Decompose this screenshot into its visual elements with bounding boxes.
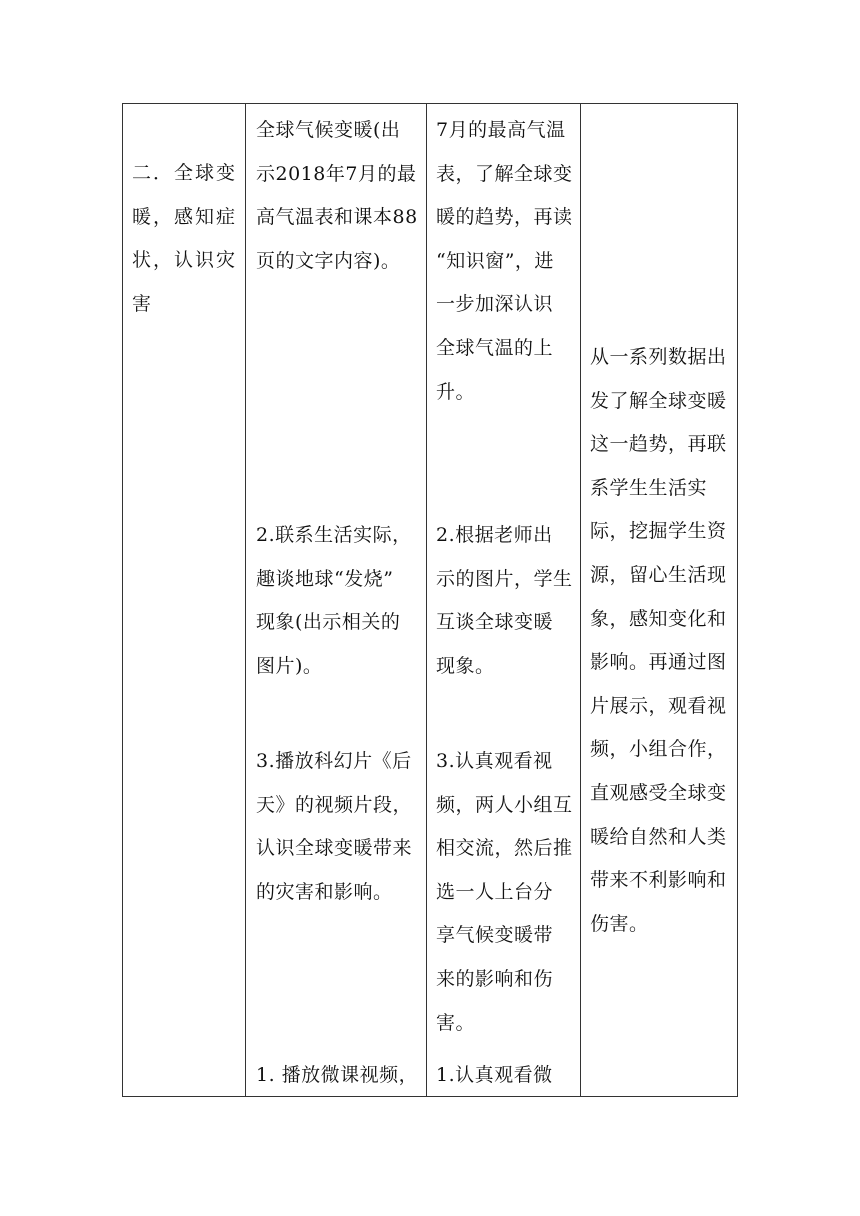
student-activity-block-1 — [436, 109, 573, 414]
text-line: 页的文字内容)。 — [256, 249, 401, 272]
text-line: 示的图片，学生 — [436, 567, 573, 590]
text-line: 示2018年7月的最 — [256, 162, 417, 185]
column-divider — [245, 104, 246, 1096]
text-line: 一步加深认识 — [436, 293, 554, 316]
text-line: 暖的趋势，再读 — [436, 206, 573, 229]
text-line: 选一人上台分 — [436, 880, 554, 903]
text-line: 暖给自然和人类 — [590, 825, 727, 848]
text-line: 趣谈地球“发烧” — [256, 567, 394, 590]
text-line: 片展示，观看视 — [590, 694, 727, 717]
teacher-activity-block-3 — [256, 740, 412, 914]
text-line: 状，认识灾 — [132, 249, 238, 272]
text-line: 害 — [132, 292, 154, 315]
text-line: 伤害。 — [590, 912, 649, 935]
text-line: 源，留心生活现 — [590, 563, 727, 586]
text-line: 系学生生活实 — [590, 476, 708, 499]
design-intent-cell — [590, 336, 727, 946]
text-line: 享气候变暖带 — [436, 924, 554, 947]
text-line: 表，了解全球变 — [436, 162, 573, 185]
teacher-activity-block-2 — [256, 514, 412, 688]
text-line: 1. 播放微课视频， — [256, 1064, 419, 1086]
text-line: 二．全球变 — [132, 162, 238, 184]
teacher-activity-block-4 — [256, 1054, 418, 1098]
text-line: 影响。再通过图 — [590, 651, 727, 674]
text-line: 现象(出示相关的 — [256, 611, 401, 634]
text-line: 象，感知变化和 — [590, 607, 727, 630]
text-line: 2.联系生活实际， — [256, 524, 412, 546]
text-line: 图片)。 — [256, 654, 323, 677]
column-divider — [426, 104, 427, 1096]
text-line: 现象。 — [436, 654, 495, 677]
text-line: 发了解全球变暖 — [590, 389, 727, 412]
text-line: 7月的最高气温 — [436, 119, 566, 141]
text-line: 全球气温的上 — [436, 336, 554, 359]
lesson-plan-table — [122, 103, 738, 1097]
teacher-activity-block-1 — [256, 109, 418, 283]
text-line: 3.认真观看视 — [436, 750, 553, 772]
text-line: 3.播放科幻片《后 — [256, 750, 412, 772]
text-line: 的灾害和影响。 — [256, 880, 393, 903]
text-line: 认识全球变暖带来 — [256, 837, 413, 860]
text-line: 互谈全球变暖 — [436, 611, 554, 634]
text-line: 全球气候变暖(出 — [256, 119, 401, 141]
text-line: 高气温表和课本88 — [256, 206, 418, 229]
text-line: 升。 — [436, 380, 476, 403]
text-line: 1.认真观看微 — [436, 1064, 553, 1086]
section-title-cell — [132, 152, 237, 326]
text-line: 际，挖掘学生资 — [590, 520, 727, 543]
text-line: 天》的视频片段， — [256, 793, 413, 816]
column-divider — [580, 104, 581, 1096]
text-line: 2.根据老师出 — [436, 524, 553, 546]
text-line: 相交流，然后推 — [436, 837, 573, 860]
text-line: 频，两人小组互 — [436, 793, 573, 816]
text-line: 害。 — [436, 1011, 476, 1034]
text-line: 从一系列数据出 — [590, 346, 727, 368]
student-activity-block-4 — [436, 1054, 553, 1098]
text-line: 暖，感知症 — [132, 205, 238, 228]
text-line: 带来不利影响和 — [590, 869, 727, 892]
text-line: 频，小组合作， — [590, 738, 727, 761]
text-line: “知识窗”，进 — [436, 249, 554, 272]
student-activity-block-2 — [436, 514, 573, 688]
student-activity-block-3 — [436, 740, 573, 1045]
text-line: 这一趋势，再联 — [590, 433, 727, 456]
text-line: 来的影响和伤 — [436, 967, 554, 990]
text-line: 直观感受全球变 — [590, 781, 727, 804]
